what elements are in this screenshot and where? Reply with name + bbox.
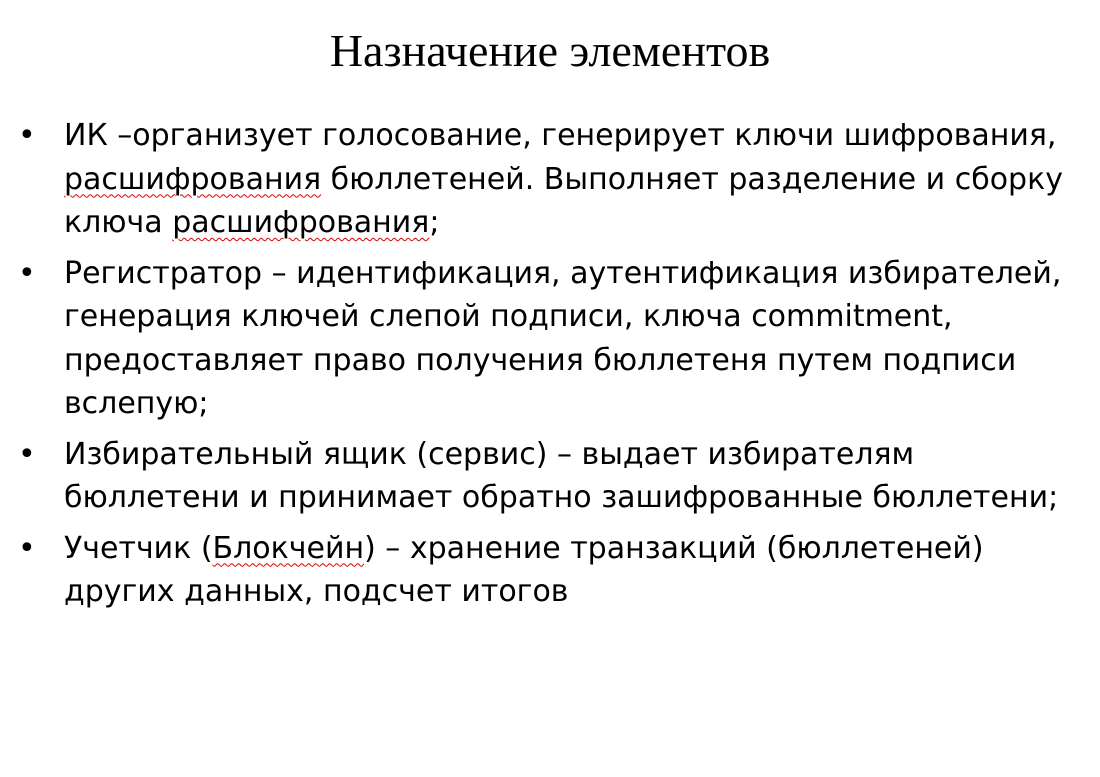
spellcheck-word: Блокчейн [212, 530, 365, 566]
bullet-text: Регистратор – идентификация, аутентификация избирателей, генерация ключей слепой подписи, ключа commitment, предоставляет право получения бюллетеня путем подписи вслепую; [64, 255, 1062, 421]
bullet-text [64, 531, 984, 610]
bullet-text: Избирательный ящик (сервис) – выдает избирателям бюллетени и принимает обратно зашифрованные бюллетени; [64, 436, 1059, 515]
bullet-marker: • [18, 436, 36, 472]
bullet-item-registrar [18, 252, 1088, 426]
bullet-item-counter [18, 527, 1088, 614]
text-segment: Учетчик ( [64, 530, 213, 566]
text-segment: ; [429, 205, 440, 240]
bullet-item-ik [18, 114, 1088, 245]
text-segment: бюллетеней. Выполняет разделение и сборку ключа [64, 161, 1063, 240]
bullet-text [64, 118, 1063, 240]
text-segment: ) – хранение транзакций (бюллетеней) других данных, подсчет итогов [64, 530, 984, 609]
spellcheck-word: расшифрования [172, 205, 430, 240]
spellcheck-word: расшифрования [64, 161, 322, 197]
bullet-list [18, 114, 1088, 621]
text-segment: ИК –организует голосование, генерирует ключи шифрования, [64, 118, 1057, 153]
slide-title: Назначение элементов [329, 25, 771, 76]
bullet-marker: • [18, 118, 36, 153]
bullet-item-ballot-box [18, 433, 1088, 520]
bullet-marker: • [18, 255, 36, 291]
bullet-marker: • [18, 530, 36, 566]
